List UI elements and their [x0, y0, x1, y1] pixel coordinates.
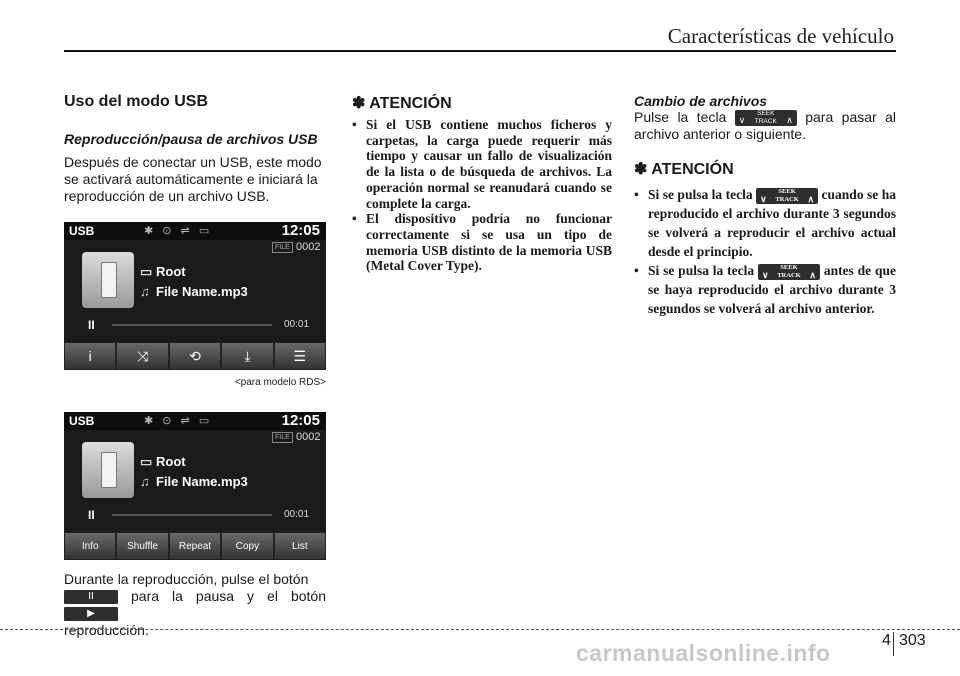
column-left: [64, 93, 326, 205]
repeat-icon: ⟲: [170, 343, 220, 369]
music-note-icon: ♫: [140, 284, 150, 299]
folder-name: Root: [156, 454, 186, 469]
bullet1-text-2: cuando se ha reproducido el archivo durante 3 segundos se volverá a reproducir el archivo actual desde el principio.: [648, 187, 896, 260]
figure-caption: <para modelo RDS>: [234, 377, 326, 388]
elapsed-time: 00:01: [284, 319, 310, 330]
bullet1-text-1: Si se pulsa la tecla: [648, 187, 753, 203]
folder-icon: ▭: [140, 264, 153, 279]
seek-label: SEEK: [780, 264, 798, 272]
list-item: [634, 261, 896, 318]
list-button: List: [275, 533, 325, 559]
file-row: [140, 284, 248, 299]
status-icons: ✱ ⊙ ⇌ ▭: [144, 415, 213, 427]
chevron-up-icon: ∧: [809, 270, 816, 281]
attention-list: [634, 185, 896, 318]
file-name: File Name.mp3: [156, 474, 248, 489]
file-tag: FILE: [272, 242, 293, 253]
page-number-separator: [893, 632, 894, 656]
shuffle-button: Shuffle: [117, 533, 167, 559]
screen-button-bar: [64, 532, 326, 560]
screen-clock: 12:05: [281, 412, 320, 429]
subsection-title: Reproducción/pausa de archivos USB: [64, 131, 318, 147]
screen-button-bar: [64, 342, 326, 370]
progress-bar: [112, 514, 272, 516]
list-item: • Si el USB contiene muchos ficheros y carpetas, la carga puede requerir más tiempo y causar un fallo de visualización de la lista o de búsqueda de archivos. La operación normal se reanudará cuando se complete la carga.: [352, 117, 612, 211]
column-middle: [352, 93, 612, 274]
file-number: 0002: [296, 241, 321, 253]
info-button: Info: [65, 533, 115, 559]
folder-row: [140, 454, 186, 470]
seek-label: SEEK: [757, 110, 775, 118]
status-icons: ✱ ⊙ ⇌ ▭: [144, 225, 213, 237]
music-note-icon: ♫: [140, 474, 150, 489]
screen-clock: 12:05: [281, 222, 320, 239]
elapsed-time: 00:01: [284, 509, 310, 520]
running-header-title: Características de vehículo: [667, 24, 894, 48]
chevron-down-icon: ∨: [738, 115, 746, 126]
pause-indicator: II: [88, 508, 95, 522]
chevron-down-icon: ∨: [761, 270, 769, 281]
pause-indicator: II: [88, 318, 95, 332]
seek-track-key-icon: [756, 188, 818, 204]
column-right: [634, 93, 896, 318]
header-rule: [64, 50, 896, 52]
outro-text-3: reproducción.: [64, 622, 149, 638]
file-tag: FILE: [272, 432, 293, 443]
file-row: [140, 474, 248, 489]
chevron-down-icon: ∨: [760, 194, 767, 205]
track-label: TRACK: [754, 118, 777, 126]
chevron-up-icon: ∧: [786, 115, 793, 126]
usb-screen-image-2: [64, 412, 326, 560]
folder-icon: ▭: [140, 454, 153, 469]
outro-text-1: Durante la reproducción, pulse el botón: [64, 571, 309, 587]
chevron-up-icon: ∧: [807, 194, 815, 205]
subsection-title: Cambio de archivos: [634, 93, 768, 109]
screen-mode-label: USB: [69, 414, 95, 428]
file-name: File Name.mp3: [156, 284, 248, 299]
copy-button: Copy: [222, 533, 272, 559]
seek-paragraph: [634, 109, 896, 143]
shuffle-icon: ⤨: [117, 343, 167, 369]
track-label: TRACK: [777, 272, 801, 280]
seek-track-key-icon: [735, 110, 797, 126]
usb-screen-image-1: [64, 222, 326, 370]
outro-text-2: para la pausa y el botón: [131, 588, 326, 604]
list-item: [634, 185, 896, 261]
attention-title: ✽ ATENCIÓN: [352, 95, 452, 112]
usb-drive-icon: [82, 442, 134, 498]
pause-key-icon: II: [64, 590, 118, 604]
seek-track-key-icon: [758, 264, 820, 280]
seek-text-2: para pasar al archivo anterior o siguiente.: [634, 109, 897, 143]
folder-name: Root: [156, 264, 186, 279]
list-icon: ☰: [275, 343, 325, 369]
play-key-icon: ▶: [64, 607, 118, 621]
repeat-button: Repeat: [170, 533, 220, 559]
page-number: 303: [899, 632, 926, 649]
progress-bar: [112, 324, 272, 326]
watermark: carmanualsonline.info: [576, 640, 831, 666]
info-icon: i: [65, 343, 115, 369]
footer-divider: [0, 629, 960, 630]
chapter-number: 4: [882, 632, 891, 649]
folder-row: [140, 264, 186, 280]
track-label: TRACK: [775, 196, 799, 204]
bullet2-text-2: antes de que se haya reproducido el archivo durante 3 segundos se volverá al archivo anterior.: [648, 263, 896, 317]
file-number: 0002: [296, 431, 321, 443]
attention-list: [352, 117, 612, 274]
seek-text-1: Pulse la tecla: [634, 109, 727, 125]
seek-label: SEEK: [778, 188, 796, 196]
usb-drive-icon: [82, 252, 134, 308]
bullet2-text-1: Si se pulsa la tecla: [648, 263, 755, 279]
intro-paragraph: Después de conectar un USB, este modo se activará automáticamente e iniciará la reproducción de un archivo USB.: [64, 154, 322, 204]
list-item: • El dispositivo podría no funcionar correctamente si se usa un tipo de memoria USB distinto de la memoria USB (Metal Cover Type).: [352, 211, 612, 274]
copy-icon: ⤓: [222, 343, 272, 369]
section-title: Uso del modo USB: [64, 93, 209, 110]
screen-mode-label: USB: [69, 224, 95, 238]
attention-title: ✽ ATENCIÓN: [634, 161, 734, 179]
